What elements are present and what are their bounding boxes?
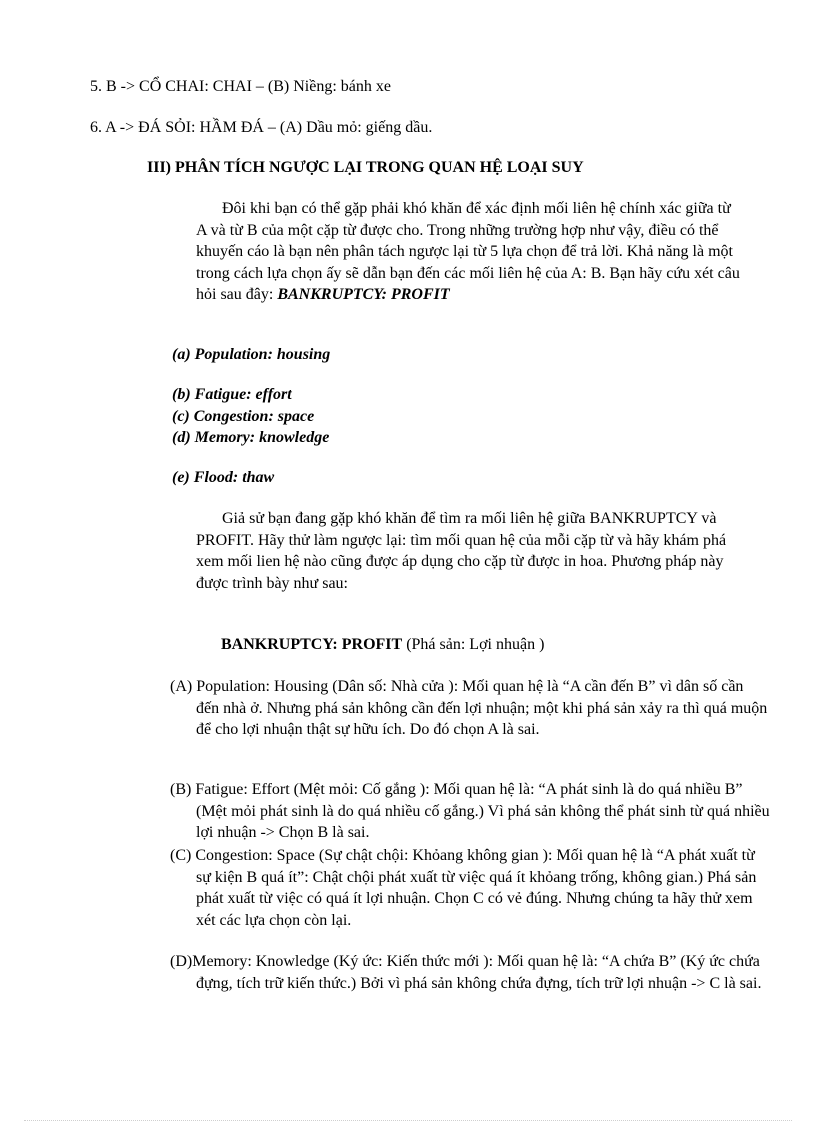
key-pair: BANKRUPTCY: PROFIT (221, 636, 403, 653)
intro-paragraph (196, 198, 744, 306)
key-pair-gloss: (Phá sản: Lợi nhuận ) (402, 636, 545, 653)
intro-text: Đôi khi bạn có thể gặp phải khó khăn để xác định mối liên hệ chính xác giữa từ A và từ B của một cặp từ được cho. Trong những trường hợp như vậy, điều có thể khuyến cáo là bạn nên phân tách ngược lại từ 5 lựa chọn để trả lời. Khả năng là một trong cách lựa chọn ấy sẽ dẫn bạn đến các mối liên hệ của A: B. Bạn hãy cứu xét câu hỏi sau đây: (196, 200, 740, 304)
option-e: (e) Flood: thaw (172, 469, 275, 486)
analysis-b: (B) Fatigue: Effort (Mệt mỏi: Cố gắng ): Mối quan hệ là: “A phát sinh là do quá nhiều B” (Mệt mỏi phát sinh là do quá nhiều cố gắng.) Vì phá sản không thể phát sinh từ quá nhiều lợi nhuận -> Chọn B là sai. (170, 781, 770, 842)
method-paragraph: Giả sử bạn đang gặp khó khăn để tìm ra mối liên hệ giữa BANKRUPTCY và PROFIT. Hãy thử làm ngược lại: tìm mối quan hệ của mỗi cặp từ và hãy khám phá xem mối lien hệ nào cũng được áp dụng cho cặp từ được in hoa. Phương pháp này được trình bày như sau: (196, 510, 727, 592)
section-heading: III) PHÂN TÍCH NGƯỢC LẠI TRONG QUAN HỆ LOẠI SUY (147, 159, 584, 176)
page-bottom-divider (24, 1120, 792, 1121)
analysis-a: (A) Population: Housing (Dân số: Nhà cửa ): Mối quan hệ là “A cần đến B” vì dân số cần đến nhà ở. Nhưng phá sản không cần đến lợi nhuận; một khi phá sản xảy ra thì quá muộn để cho lợi nhuận thật sự hữu ích. Do đó chọn A là sai. (170, 678, 768, 739)
option-b: (b) Fatigue: effort (172, 386, 292, 403)
key-pair-line (221, 634, 544, 656)
answer-item-5: 5. B -> CỔ CHAI: CHAI – (B) Niềng: bánh xe (90, 78, 391, 95)
intro-emphasis: BANKRUPTCY: PROFIT (277, 286, 450, 304)
option-a: (a) Population: housing (172, 346, 331, 363)
option-c: (c) Congestion: space (172, 408, 315, 425)
option-d: (d) Memory: knowledge (172, 429, 330, 446)
analysis-d: (D)Memory: Knowledge (Ký ức: Kiến thức mới ): Mối quan hệ là: “A chứa B” (Ký ức chứa đựng, tích trữ kiến thức.) Bởi vì phá sản không chứa đựng, tích trữ lợi nhuận -> C là sai. (170, 953, 762, 992)
answer-item-6: 6. A -> ĐÁ SỎI: HẦM ĐÁ – (A) Dầu mỏ: giếng dầu. (90, 119, 433, 136)
analysis-c: (C) Congestion: Space (Sự chật chội: Khỏang không gian ): Mối quan hệ là “A phát xuất từ sự kiện B quá ít”: Chật chội phát xuất từ việc quá ít khỏang trống, không gian.) Phá sản phát xuất từ việc có quá ít lợi nhuận. Chọn C có vẻ đúng. Nhưng chúng ta hãy thử xem xét các lựa chọn còn lại. (170, 847, 757, 929)
